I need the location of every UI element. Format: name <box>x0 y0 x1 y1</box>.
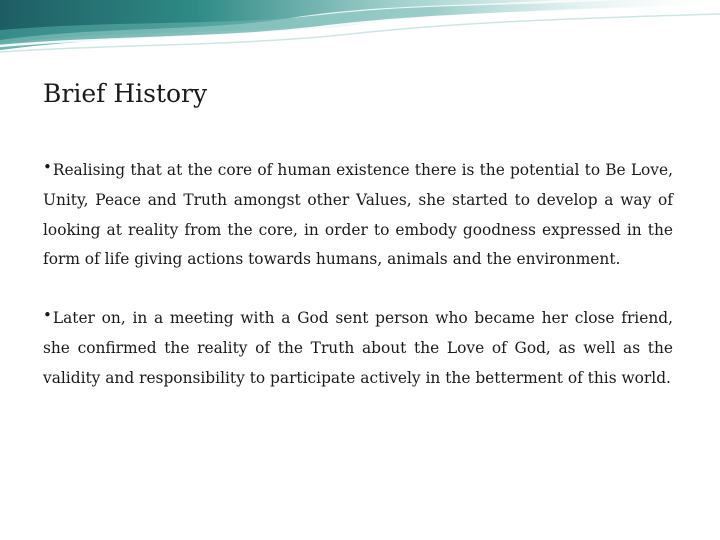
teal-wave-banner <box>0 0 720 60</box>
slide-title: Brief History <box>43 79 208 108</box>
bullet-paragraph-2 <box>43 304 673 393</box>
bullet-paragraph-1 <box>43 156 673 275</box>
bullet-text-1: Realising that at the core of human existence there is the potential to Be Love, Unity, Peace and Truth amongst other Values, she started to develop a way of looking at reality from the core, in order to embody goodness expressed in the form of life giving actions towards humans, animals and the environment. <box>43 161 673 269</box>
bullet-text-2: Later on, in a meeting with a God sent person who became her close friend, she confirmed the reality of the Truth about the Love of God, as well as the validity and responsibility to participate actively in the betterment of this world. <box>43 309 673 387</box>
bullet-icon: • <box>43 306 52 325</box>
slide-body <box>43 156 673 423</box>
bullet-icon: • <box>43 158 52 176</box>
